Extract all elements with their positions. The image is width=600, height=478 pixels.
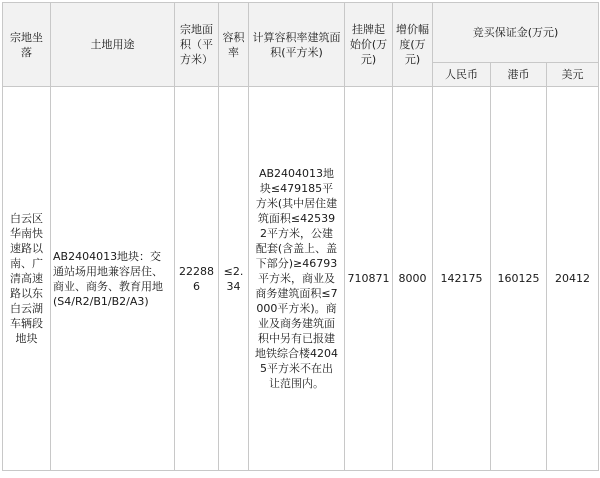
header-area: 宗地面积（平方米）	[175, 3, 219, 87]
table-row	[3, 87, 599, 471]
cell-gfa: AB2404013地块≤479185平方米(其中居住建筑面积≤425392平方米，公建配套(含盖上、盖下部分)≥46793平方米，商业及商务建筑面积≤7000平方米)。商业及商务建筑面积中另有已报建地铁综合楼42045平方米不在出让范围内。	[249, 87, 345, 471]
header-usd: 美元	[547, 63, 599, 87]
header-start-price: 挂牌起始价(万元)	[345, 3, 393, 87]
header-row-1	[3, 3, 599, 63]
cell-start-price: 710871	[345, 87, 393, 471]
header-increment: 增价幅度(万元)	[393, 3, 433, 87]
cell-usd: 20412	[547, 87, 599, 471]
cell-land-use: AB2404013地块：交通站场用地兼容居住、商业、商务、教育用地(S4/R2/B1/B2/A3)	[51, 87, 175, 471]
header-location: 宗地坐落	[3, 3, 51, 87]
header-rmb: 人民币	[433, 63, 491, 87]
header-deposit: 竞买保证金(万元)	[433, 3, 599, 63]
cell-area: 222886	[175, 87, 219, 471]
cell-location: 白云区华南快速路以南、广清高速路以东白云湖车辆段地块	[3, 87, 51, 471]
header-far: 容积率	[219, 3, 249, 87]
header-gfa: 计算容积率建筑面积(平方米)	[249, 3, 345, 87]
cell-hkd: 160125	[491, 87, 547, 471]
header-land-use: 土地用途	[51, 3, 175, 87]
cell-far: ≤2.34	[219, 87, 249, 471]
land-auction-table	[2, 2, 599, 471]
header-hkd: 港币	[491, 63, 547, 87]
cell-rmb: 142175	[433, 87, 491, 471]
cell-increment: 8000	[393, 87, 433, 471]
